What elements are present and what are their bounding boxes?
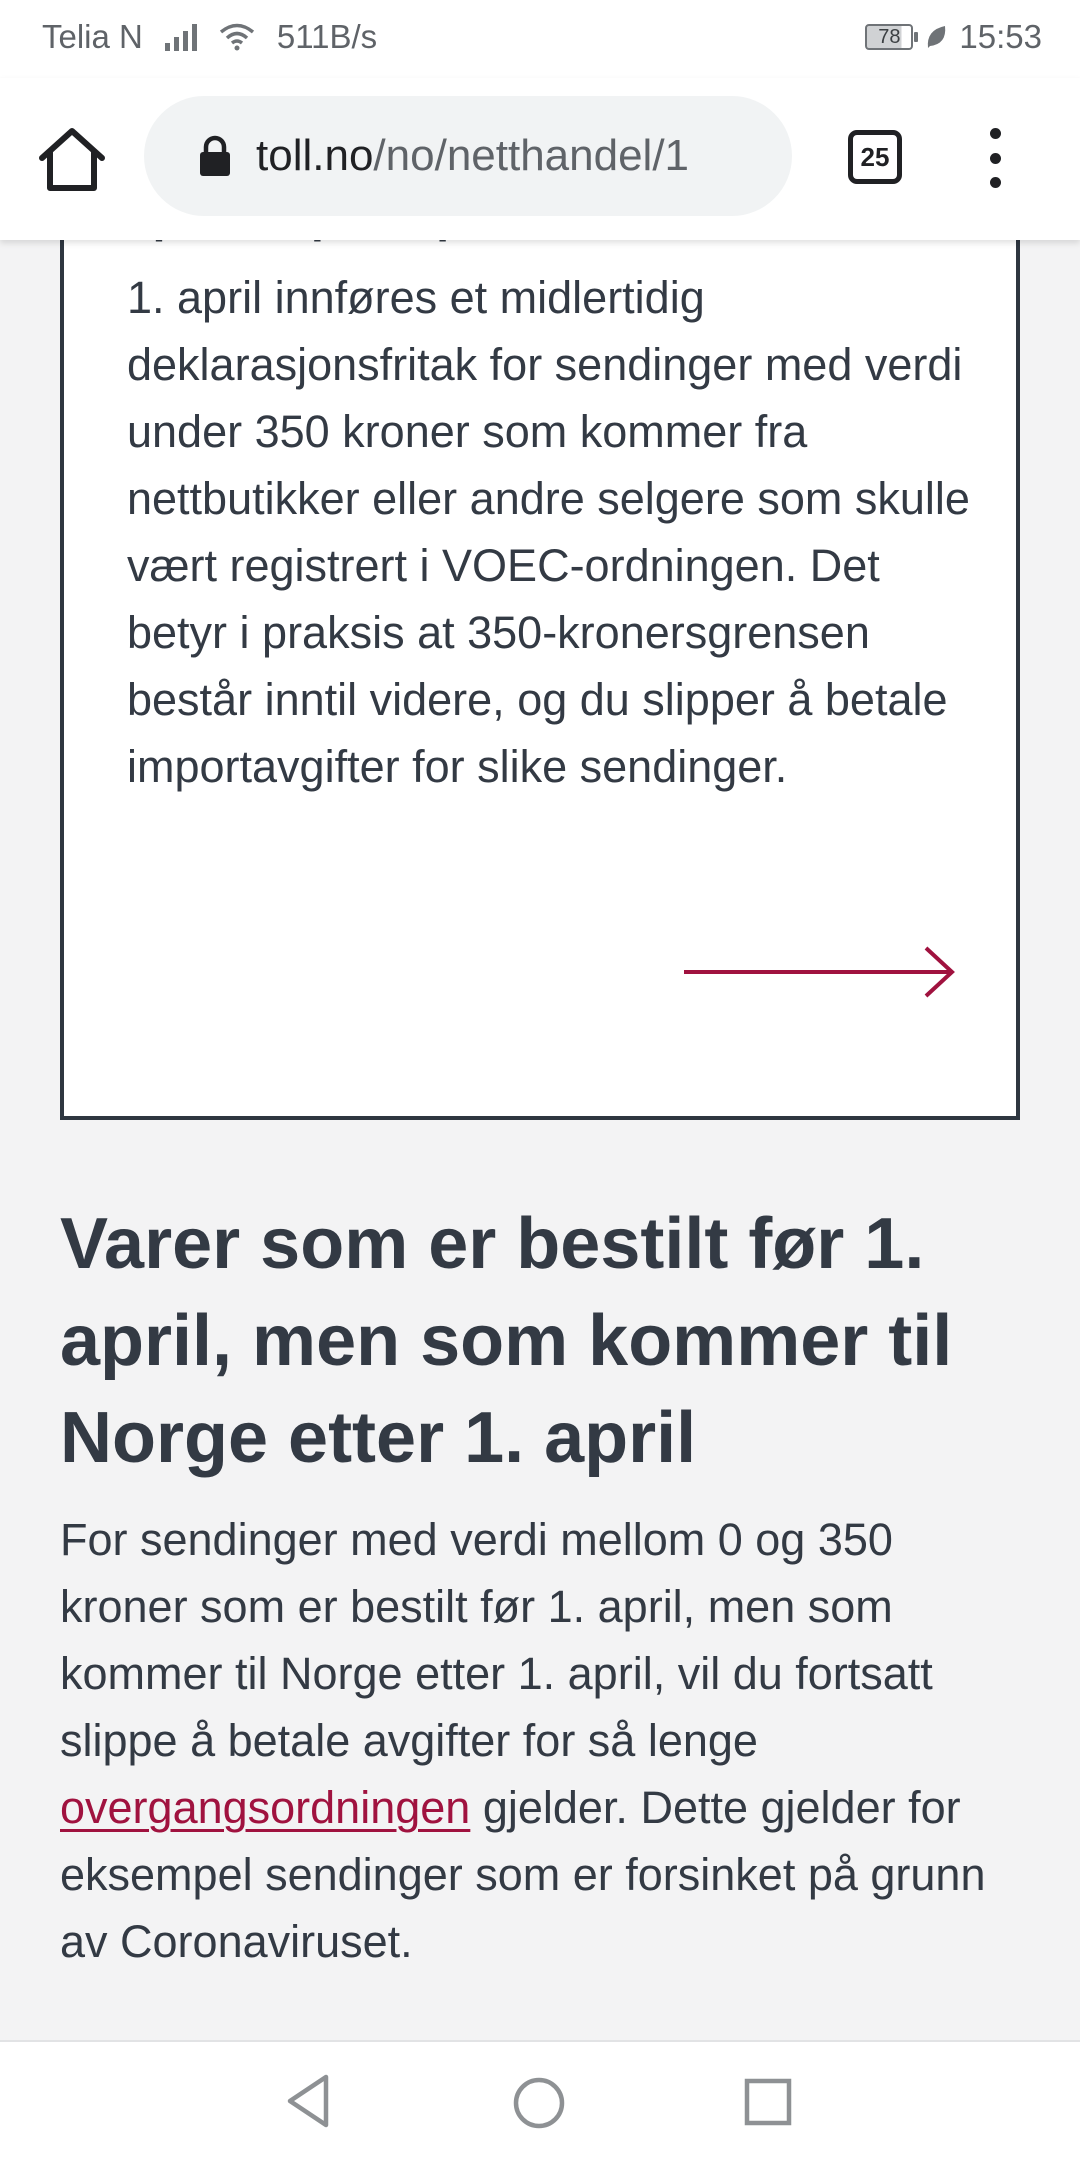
browser-toolbar <box>0 78 1080 240</box>
carrier-name: Telia N <box>42 18 143 55</box>
clock: 15:53 <box>959 18 1042 55</box>
home-icon[interactable] <box>34 122 110 198</box>
page-content <box>0 240 1080 2040</box>
section-body <box>60 1506 1020 1975</box>
overgangsordningen-link[interactable]: overgangsordningen <box>60 1782 471 1833</box>
section-heading: Varer som er bestilt før 1. april, men som kommer til Norge etter 1. april <box>60 1204 953 1478</box>
card-body: 1. april innføres et midlertidig deklarasjonsfritak for sendinger med verdi under 350 kroner som kommer fra nettbutikker eller andre selgere som skulle vært registrert i VOEC-ordningen. Det betyr i praksis at 350-kronersgrensen består inntil videre, og du slipper å betale importavgifter for slike sendinger. <box>127 272 970 792</box>
url-path: /no/netthandel/1 <box>373 131 690 180</box>
status-right <box>865 18 1042 56</box>
news-card[interactable] <box>60 180 1020 1120</box>
home-nav-icon[interactable] <box>512 2076 566 2130</box>
recent-apps-icon[interactable] <box>744 2078 792 2126</box>
system-navigation-bar <box>0 2040 1080 2160</box>
address-bar[interactable] <box>144 96 792 216</box>
lock-icon <box>198 135 232 177</box>
url-domain: toll.no <box>256 131 374 180</box>
network-speed: 511B/s <box>276 18 378 55</box>
signal-icon <box>165 23 197 51</box>
battery-saver-leaf-icon <box>925 24 947 50</box>
tab-switcher-button[interactable]: 25 <box>848 130 902 184</box>
status-left <box>42 18 377 56</box>
status-bar <box>0 0 1080 78</box>
overflow-menu-icon[interactable] <box>982 128 1008 188</box>
back-icon[interactable] <box>282 2072 334 2130</box>
section-body-text-2: gjelder. Dette gjelder for eksempel sendinger som er forsinket på grunn av Coronaviruset. <box>60 1782 986 1967</box>
url-text <box>256 131 689 181</box>
battery-icon: 78 <box>865 24 913 50</box>
section-body-text-1: For sendinger med verdi mellom 0 og 350 kroner som er bestilt før 1. april, men som kommer til Norge etter 1. april, vil du fortsatt slippe å betale avgifter for så lenge <box>60 1514 933 1766</box>
arrow-right-icon[interactable] <box>682 944 958 1000</box>
wifi-icon <box>219 23 255 51</box>
